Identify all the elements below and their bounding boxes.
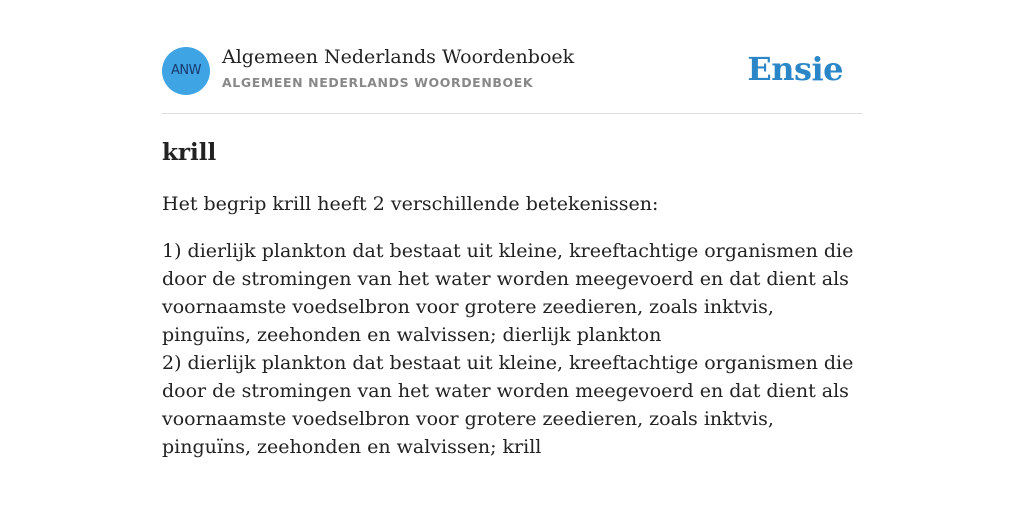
source-subtitle: ALGEMEEN NEDERLANDS WOORDENBOEK — [222, 75, 534, 90]
definition-item: 2) dierlijk plankton dat bestaat uit kleine, kreeftachtige organismen die door de stromingen van het water worden meegevoerd en dat dient als voornaamste voedselbron voor grotere zeedieren, zoals inktvis, pinguïns, zeehonden en walvissen; krill — [162, 352, 854, 458]
source-logo[interactable]: ANW — [162, 47, 210, 95]
definition-item: 1) dierlijk plankton dat bestaat uit kleine, kreeftachtige organismen die door de stromingen van het water worden meegevoerd en dat dient als voornaamste voedselbron voor grotere zeedieren, zoals inktvis, pinguïns, zeehonden en walvissen; dierlijk plankton — [162, 240, 854, 346]
source-header — [162, 40, 862, 114]
source-title[interactable]: Algemeen Nederlands Woordenboek — [222, 46, 575, 68]
intro-text: Het begrip krill heeft 2 verschillende betekenissen: — [162, 193, 659, 215]
term-heading: krill — [162, 139, 217, 166]
brand-logo[interactable]: Ensie — [747, 50, 843, 88]
entry-card — [162, 40, 862, 461]
definition-list — [162, 237, 862, 461]
